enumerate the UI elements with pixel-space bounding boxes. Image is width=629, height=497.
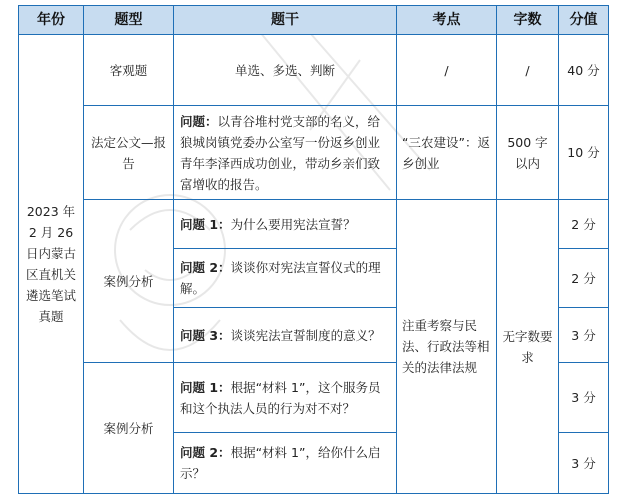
score-case2-q1: 3 分 xyxy=(559,363,609,433)
header-year: 年份 xyxy=(19,6,84,35)
question-text: 谈谈你对宪法宣誓仪式的理解。 xyxy=(180,260,381,296)
question-text: 根据“材料 1”，给你什么启示？ xyxy=(180,445,381,481)
words-official: 500 字以内 xyxy=(497,106,559,200)
question-text: 以青谷堆村党支部的名义，给狼城岗镇党委办公室写一份返乡创业青年李泽西成功创业，带动乡亲们致富增收的报告。 xyxy=(180,113,381,192)
score-official: 10 分 xyxy=(559,106,609,200)
type-objective: 客观题 xyxy=(84,35,174,106)
words-objective: / xyxy=(497,35,559,106)
score-objective: 40 分 xyxy=(559,35,609,106)
type-case2: 案例分析 xyxy=(84,363,174,494)
header-words: 字数 xyxy=(497,6,559,35)
question-label: 问题 2： xyxy=(180,445,231,460)
question-label: 问题 3： xyxy=(180,327,231,343)
header-type: 题型 xyxy=(84,6,174,35)
table-row-case1-q1 xyxy=(19,200,609,249)
question-label: 问题 2： xyxy=(180,260,231,275)
question-label: 问题 1： xyxy=(180,379,231,395)
question-text: 为什么要用宪法宣誓？ xyxy=(230,216,356,232)
exam-table xyxy=(18,5,609,494)
header-stem: 题干 xyxy=(174,6,397,35)
question-label: 问题 1： xyxy=(180,216,231,232)
type-official: 法定公文—报告 xyxy=(84,106,174,200)
points-official: “三农建设”：返乡创业 xyxy=(397,106,497,200)
points-shared: 注重考察与民法、行政法等相关的法律法规 xyxy=(397,200,497,494)
question-text: 根据“材料 1”，这个服务员和这个执法人员的行为对不对？ xyxy=(180,379,381,416)
header-score: 分值 xyxy=(559,6,609,35)
type-case1: 案例分析 xyxy=(84,200,174,363)
table-row-objective xyxy=(19,35,609,106)
header-points: 考点 xyxy=(397,6,497,35)
question-label: 问题： xyxy=(180,113,218,129)
stem-case1-q1 xyxy=(174,200,397,249)
stem-objective: 单选、多选、判断 xyxy=(174,35,397,106)
points-objective: / xyxy=(397,35,497,106)
stem-case1-q2 xyxy=(174,249,397,308)
stem-case1-q3 xyxy=(174,308,397,363)
stem-case2-q2 xyxy=(174,433,397,494)
stem-case2-q1 xyxy=(174,363,397,433)
year-cell: 2023 年 2 月 26 日内蒙古区直机关遴选笔试真题 xyxy=(19,35,84,494)
table-header-row xyxy=(19,6,609,35)
score-case1-q3: 3 分 xyxy=(559,308,609,363)
score-case1-q1: 2 分 xyxy=(559,200,609,249)
table-row-official xyxy=(19,106,609,200)
question-text: 谈谈宪法宣誓制度的意义？ xyxy=(230,327,381,343)
words-shared: 无字数要求 xyxy=(497,200,559,494)
score-case1-q2: 2 分 xyxy=(559,249,609,308)
score-case2-q2: 3 分 xyxy=(559,433,609,494)
stem-official xyxy=(174,106,397,200)
